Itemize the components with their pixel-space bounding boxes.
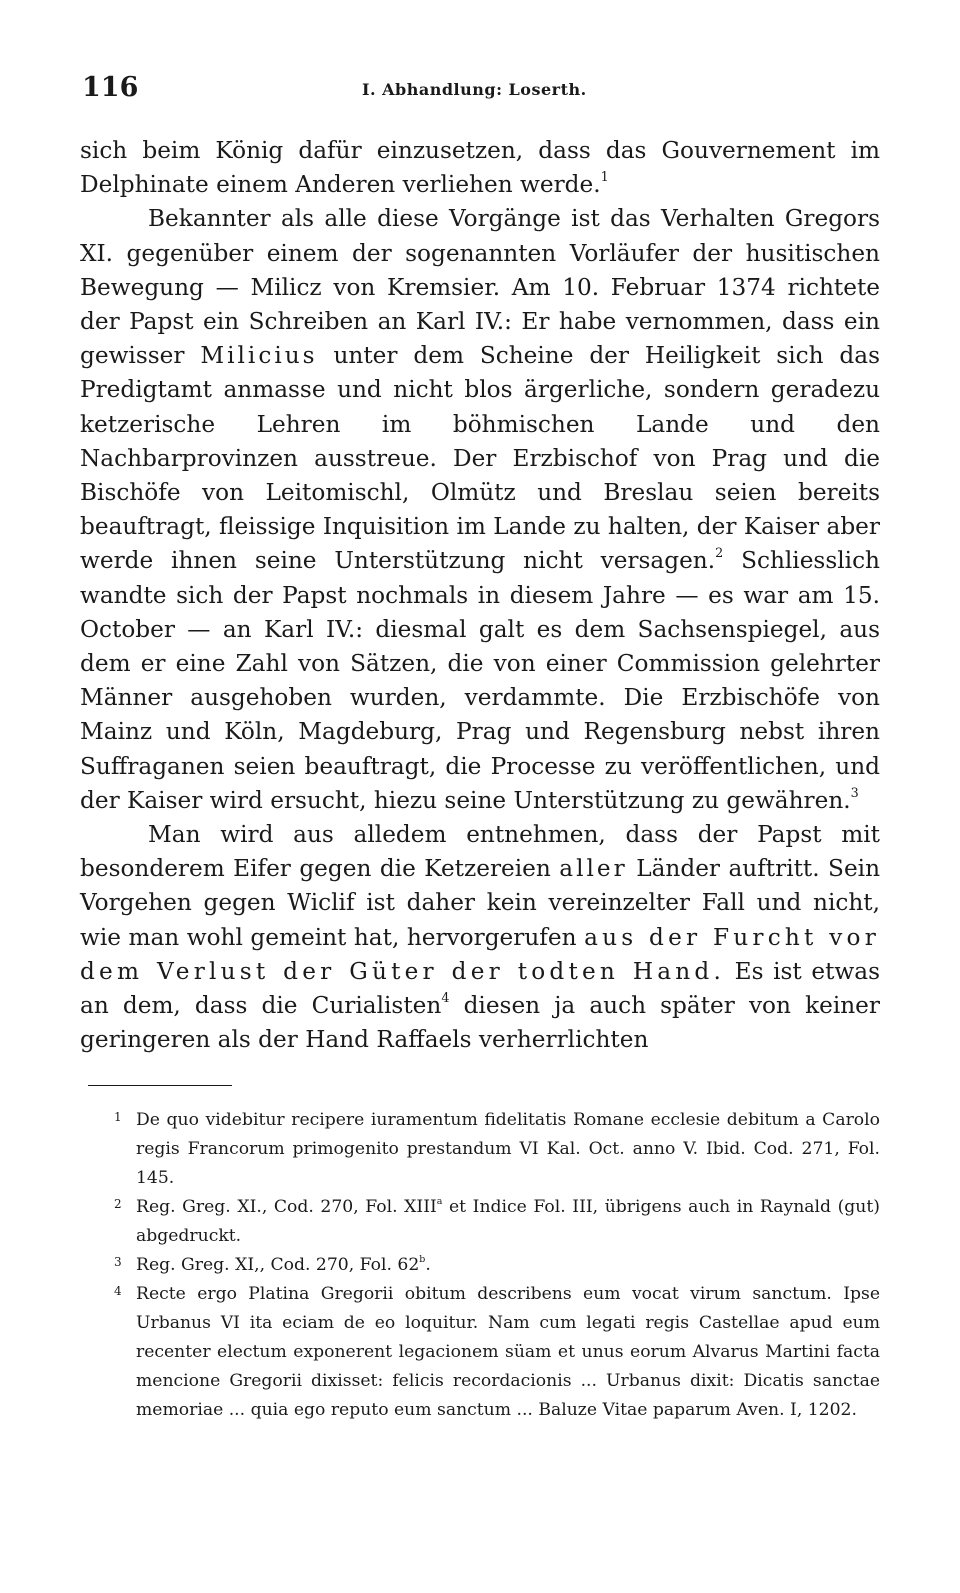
footnote-mark-4: 4 [114,1284,122,1299]
footnote-mark-1: 1 [114,1110,122,1125]
footnote-ref-1: 1 [600,170,609,186]
footnote-mark-3: 3 [114,1255,122,1270]
footnote-4 [80,1280,880,1425]
footnote-mark-2: 2 [114,1197,122,1212]
paragraph-2-text-d: Schliesslich wandte sich der Papst nochmals in diesem Jahre — es war am 15. October — an Karl IV.: diesmal galt es dem Sachsenspiegel, aus dem er eine Zahl von Sätzen, die von einer Commission gelehrter Männer ausgehoben wurden, verdammte. Die Erzbischöfe von Mainz und Köln, Magdeburg, Prag und Regensburg nebst ihren Suffraganen seien beauftragt, die Processe zu veröffentlichen, und der Kaiser wird ersucht, hiezu seine Unterstützung zu gewähren. [80,547,880,814]
footnote-ref-4: 4 [441,991,450,1007]
footnote-1 [80,1106,880,1193]
page-header [80,66,880,112]
footnote-ref-3: 3 [850,786,859,802]
paragraph-2-text-c: unter dem Scheine der Heiligkeit sich das Predigtamt anmasse und nicht blos ärgerliche, sondern geradezu ketzerische Lehren im böhmischen Lande und den Nachbarprovinzen ausstreue. Der Erzbischof von Prag und die Bischöfe von Leitomischl, Olmütz und Breslau seien bereits beauftragt, fleissige Inquisition im Lande zu halten, der Kaiser aber werde ihnen seine Unterstützung nicht versagen. [80,342,880,575]
footnote-3-text-a: Reg. Greg. XI,, Cod. 270, Fol. 62 [136,1255,420,1276]
page-number: 116 [82,72,139,103]
footnote-separator [88,1085,232,1086]
paragraph-1-text: sich beim König dafür einzusetzen, dass das Gouvernement im Delphinate einem Anderen verliehen werde. [80,137,880,199]
footnote-3 [80,1251,880,1280]
paragraph-3-text-e: Es ist etwas an dem, dass die Curialisten [80,957,880,1020]
footnotes [80,1106,880,1425]
footnote-ref-2: 2 [715,546,724,562]
spaced-word-aller: aller [559,855,628,883]
footnote-3-sup: b [419,1254,426,1266]
footnote-1-text: De quo videbitur recipere iuramentum fidelitatis Romane ecclesie debitum a Carolo regis Francorum primogenito prestandum VI Kal. Oct. anno V. Ibid. Cod. 271, Fol. 145. [136,1110,880,1189]
paragraph-3-text-c: Länder auftritt. Sein Vorgehen gegen Wiclif ist daher kein vereinzelter Fall und nicht, wie man wohl gemeint hat, hervorgerufen [80,855,881,951]
main-text [80,134,880,1057]
footnote-2-sup: a [436,1196,443,1208]
paragraph-1 [80,134,880,202]
spaced-phrase-furcht: aus der Furcht vor dem Verlust der Güter der todten Hand. [80,923,880,985]
paragraph-2 [80,202,880,818]
paragraph-3-text-a: Man wird aus alledem entnehmen, dass der Papst mit besonderem Eifer gegen die Ketzereien [80,821,880,883]
footnote-3-text-b: . [425,1255,431,1276]
footnote-2 [80,1193,880,1251]
paragraph-3 [80,818,880,1057]
paragraph-2-text-a: Bekannter als alle diese Vorgänge ist das Verhalten Gregors XI. gegenüber einem der sogenannten Vorläufer der husitischen Bewegung — Milicz von Kremsier. Am 10. Februar 1374 richtete der Papst ein Schreiben an Karl IV.: Er habe vernommen, dass ein gewisser [80,205,880,370]
book-page [80,66,880,1425]
running-title: I. Abhandlung: Loserth. [362,80,587,99]
footnote-4-text: Recte ergo Platina Gregorii obitum describens eum vocat virum sanctum. Ipse Urbanus VI ita eciam de eo loquitur. Nam cum legati regis Castellae apud eum recenter electum exponerent legacionem süam et unus eorum Alvarus Martini facta mencione Gregorii dixisset: felicis recordacionis ... Urbanus dixit: Dicatis sanctae memoriae ... quia ego reputo eum sanctum ... Baluze Vitae paparum Aven. I, 1202. [136,1284,880,1421]
footnote-2-text-a: Reg. Greg. XI., Cod. 270, Fol. XIII [136,1197,437,1218]
footnote-2-text-b: et Indice Fol. III, übrigens auch in Raynald (gut) abgedruckt. [136,1197,880,1247]
spaced-name-milicius: Milicius [200,342,318,370]
paragraph-3-text-f: diesen ja auch später von keiner geringeren als der Hand Raffaels verherrlichten [80,992,880,1054]
